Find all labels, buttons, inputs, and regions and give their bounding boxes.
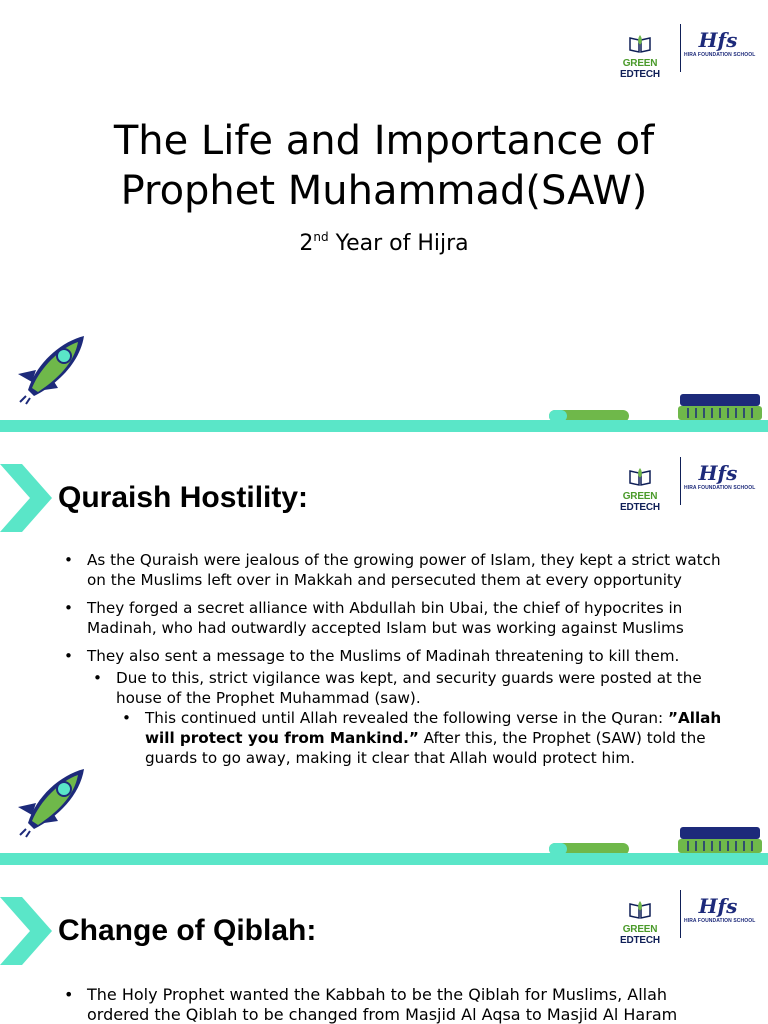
quraish-hostility-slide xyxy=(0,433,768,865)
chevron-icon xyxy=(0,464,52,532)
change-of-qiblah-slide xyxy=(0,866,768,1024)
slide-subtitle: 2nd Year of Hijra xyxy=(299,230,469,256)
green-edtech-logo: GREEN EDTECH xyxy=(602,467,678,517)
logo-divider xyxy=(680,457,681,505)
list-item: • They forged a secret alliance with Abdullah bin Ubai, the chief of hypocrites in Madinah, who had outwardly accepted Islam but was working against Muslims xyxy=(62,598,722,638)
books-icon xyxy=(678,394,762,420)
bullet-list xyxy=(62,550,722,768)
decor-band xyxy=(0,420,768,432)
school-logos xyxy=(602,457,756,513)
hira-foundation-logo: Hfs HIRA FOUNDATION SCHOOL xyxy=(684,461,756,491)
logo-divider xyxy=(680,24,681,72)
logo-divider xyxy=(680,890,681,938)
school-logos xyxy=(602,24,756,80)
hira-foundation-logo: Hfs HIRA FOUNDATION SCHOOL xyxy=(684,894,756,924)
rocket-icon xyxy=(14,334,90,406)
list-item: • They also sent a message to the Muslims of Madinah threatening to kill them. xyxy=(62,646,722,666)
slide-heading: Change of Qiblah: xyxy=(58,914,317,947)
list-item: • Due to this, strict vigilance was kept, and security guards were posted at the house of the Prophet Muhammad (saw). xyxy=(91,668,722,708)
slide-heading: Quraish Hostility: xyxy=(58,481,309,514)
rocket-icon xyxy=(14,767,90,839)
bullet-list xyxy=(62,985,722,1024)
decor-band xyxy=(0,853,768,865)
book-icon xyxy=(627,467,653,487)
school-logos xyxy=(602,890,756,946)
green-edtech-logo: GREEN EDTECH xyxy=(602,900,678,950)
title-slide xyxy=(0,0,768,432)
book-icon xyxy=(627,900,653,920)
books-icon xyxy=(678,827,762,853)
slide-title: The Life and Importance of Prophet Muhammad(SAW) xyxy=(113,118,655,214)
green-edtech-logo: GREEN EDTECH xyxy=(602,34,678,84)
list-item: • As the Quraish were jealous of the growing power of Islam, they kept a strict watch on the Muslims left over in Makkah and persecuted them at every opportunity xyxy=(62,550,722,590)
book-icon xyxy=(627,34,653,54)
list-item: • The Holy Prophet wanted the Kabbah to be the Qiblah for Muslims, Allah ordered the Qiblah to be changed from Masjid Al Aqsa to Masjid Al Haram xyxy=(62,985,722,1024)
list-item: • This continued until Allah revealed the following verse in the Quran: ”Allah will protect you from Mankind.” After this, the Prophet (SAW) told the guards to go away, making it clear that Allah would protect him. xyxy=(120,708,722,768)
chevron-icon xyxy=(0,897,52,965)
hira-foundation-logo: Hfs HIRA FOUNDATION SCHOOL xyxy=(684,28,756,58)
